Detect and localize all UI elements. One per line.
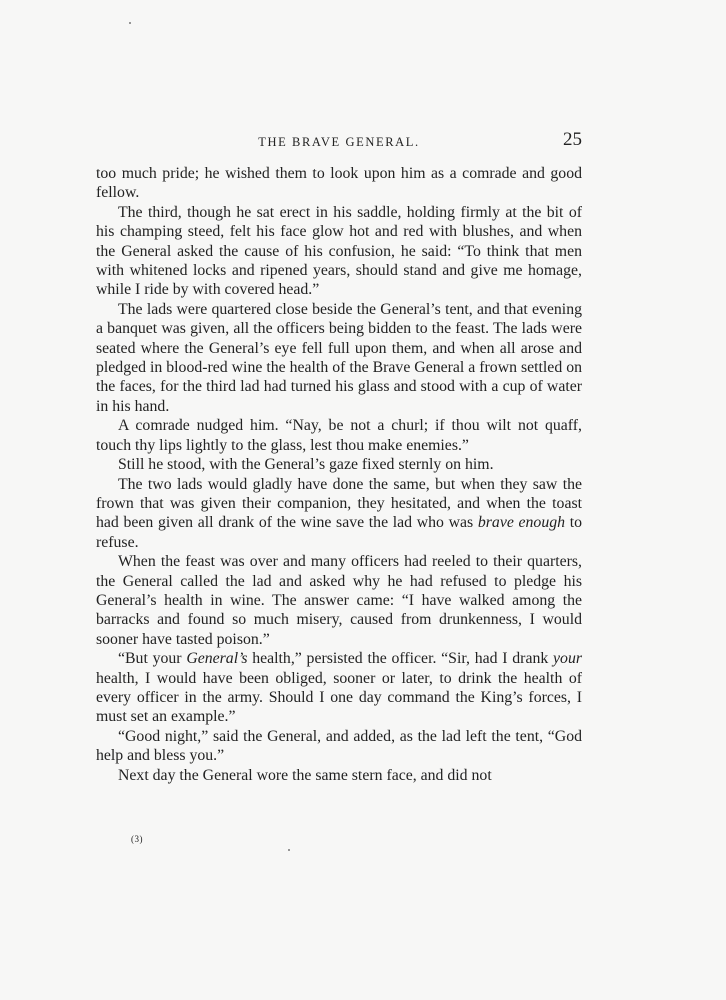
- text-run: Still he stood, with the General’s gaze fixed sternly on him.: [118, 456, 494, 474]
- paragraph: [96, 416, 582, 455]
- text-run: “But your: [118, 650, 187, 668]
- paper-speck: [288, 849, 290, 851]
- text-run: too much pride; he wished them to look upon him as a comrade and good fellow.: [96, 165, 582, 202]
- running-head: [96, 129, 582, 157]
- text-run: health,” persisted the officer. “Sir, had I drank: [247, 650, 554, 668]
- text-run: The third, though he sat erect in his saddle, holding firmly at the bit of his champing steed, felt his face glow hot and red with blushes, and when the General asked the cause of his confusion, he said: “To think that men with whitened locks and ripened years, should stand and give me homage, while I ride by with covered head.”: [96, 203, 582, 299]
- paragraph: [96, 475, 582, 553]
- paragraph: [96, 300, 582, 416]
- paragraph: [96, 727, 582, 766]
- signature-mark: (3): [131, 834, 143, 844]
- italic-text: your: [553, 650, 582, 668]
- paragraph: [96, 164, 582, 203]
- page-number: 25: [563, 129, 582, 150]
- text-run: Next day the General wore the same stern face, and did not: [118, 766, 492, 784]
- text-run: A comrade nudged him. “Nay, be not a churl; if thou wilt not quaff, touch thy lips lightly to the glass, lest thou make enemies.”: [96, 417, 582, 454]
- text-run: The lads were quartered close beside the General’s tent, and that evening a banquet was given, all the officers being bidden to the feast. The lads were seated where the General’s eye fell full upon them, and when all arose and pledged in blood-red wine the health of the Brave General a frown settled on the faces, for the third lad had turned his glass and stood with a cup of water in his hand.: [96, 300, 582, 415]
- italic-text: brave enough: [477, 514, 566, 532]
- paragraph: [96, 455, 582, 474]
- text-run: health, I would have been obliged, sooner or later, to drink the health of every officer in the army. Should I one day command the King’s forces, I must set an example.”: [96, 669, 582, 726]
- text-run: “Good night,” said the General, and added, as the lad left the tent, “God help and bless you.”: [96, 727, 582, 765]
- text-run: The two lads would gladly have done the same, but when they saw the frown that was given their companion, they hesitated, and when the toast had been given all drank of the wine save the lad who was: [96, 475, 582, 532]
- paragraph: [96, 203, 582, 300]
- text-run: When the feast was over and many officers had reeled to their quarters, the General called the lad and asked why he had refused to pledge his General’s health in wine. The answer came: “I have walked among the barracks and found so much misery, caused from drunkenness, I would sooner have tasted poison.”: [96, 553, 582, 648]
- running-title: THE BRAVE GENERAL.: [258, 135, 420, 149]
- paper-speck: [129, 22, 131, 24]
- paragraph: [96, 649, 582, 727]
- text-run: to refuse.: [96, 514, 582, 551]
- body-text: [96, 164, 582, 785]
- paragraph: [96, 766, 582, 785]
- italic-text: General’s: [186, 650, 248, 668]
- paragraph: [96, 552, 582, 649]
